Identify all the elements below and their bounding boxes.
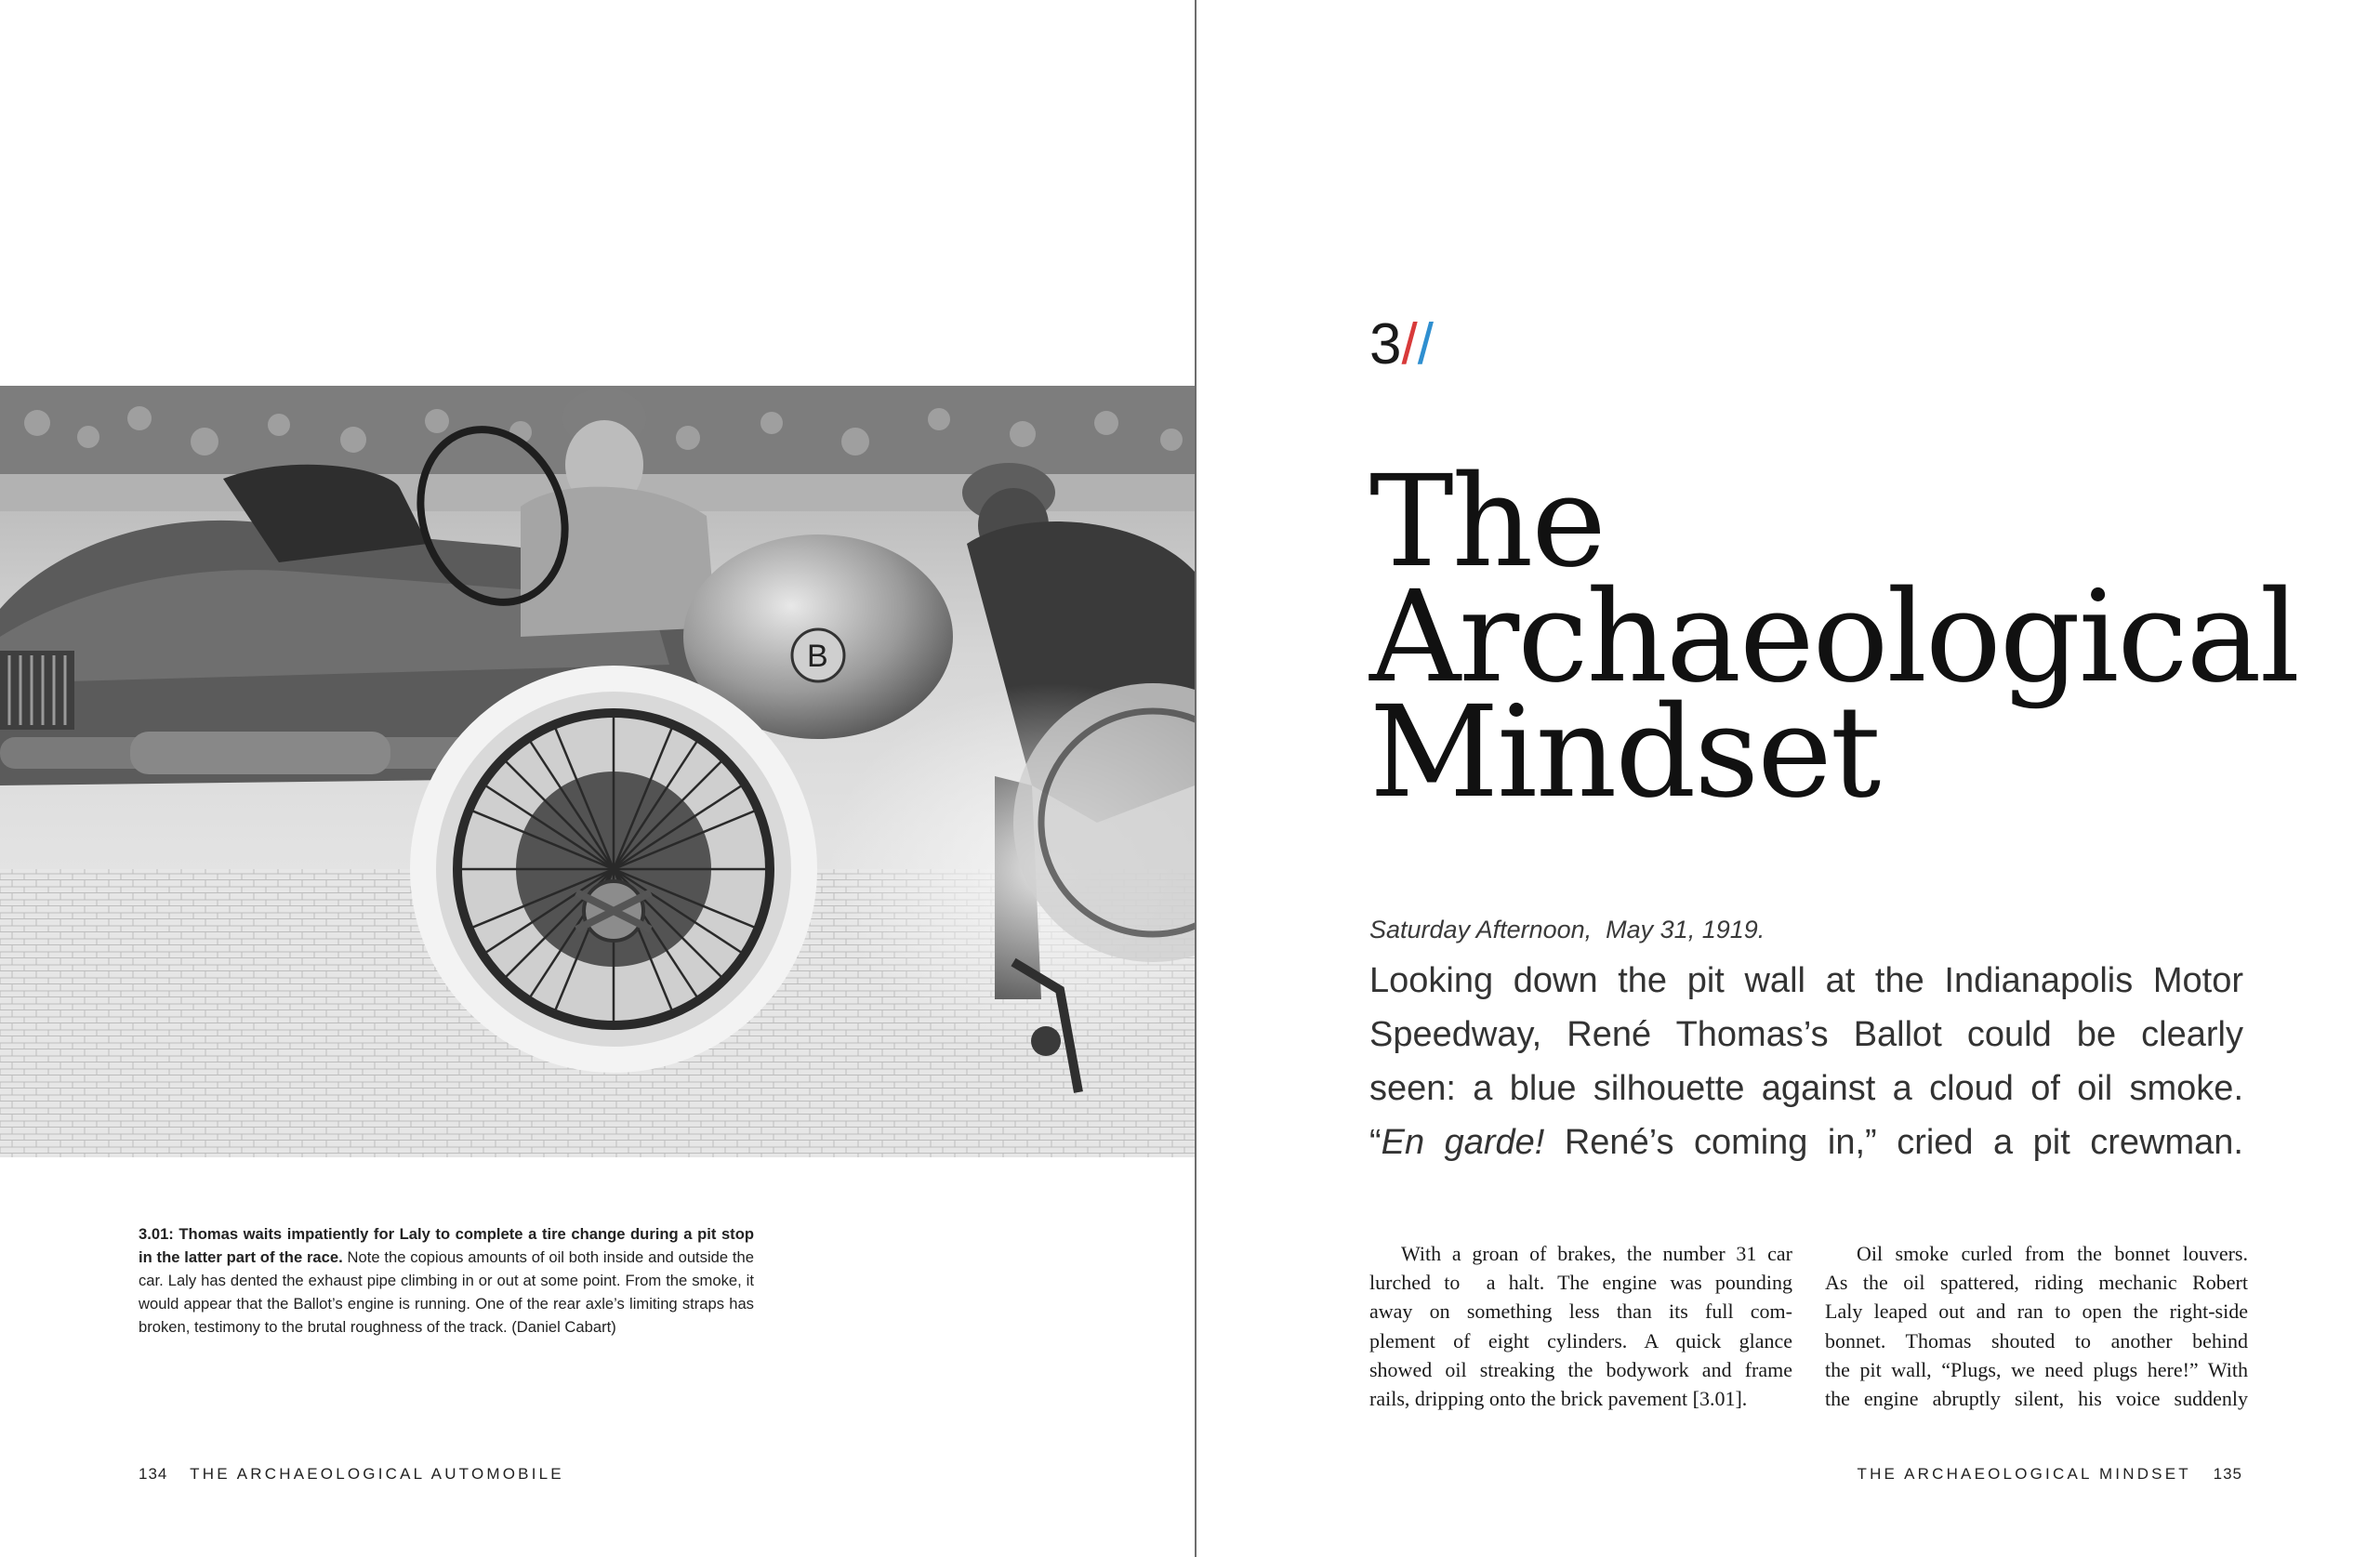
chapter-number [1369,312,1434,376]
body-col2-line-4: bonnet. Thomas shouted to another behind [1825,1328,2248,1352]
chapter-title [1369,449,2299,826]
body-column-2 [1825,1239,2248,1413]
body-col1-line-3: away on something less than its full com- [1369,1300,1792,1324]
caption-bold-line-1: Thomas waits impatiently for Laly to complete a tire change during a pit [178,1225,717,1243]
body-col1-line-1: With a groan of brakes, the number 31 car [1401,1242,1792,1265]
caption-label: 3.01: [139,1225,174,1243]
page-number-right: 135 [2213,1465,2242,1483]
race-car-photo [0,386,1195,1157]
caption-line-3: and outside the car. Laly has dented the exhaust pipe climbing in or out at some [139,1248,754,1289]
body-column-1 [1369,1239,1792,1413]
svg-text:B: B [807,639,828,674]
folio-left [139,1465,564,1484]
caption-line-6: track. (Daniel Cabart) [469,1318,616,1336]
body-col2-line-1: Oil smoke curled from the bonnet louvers. [1857,1242,2248,1265]
running-head-left: THE ARCHAEOLOGICAL AUTOMOBILE [190,1465,564,1483]
lede-italic: En garde! [1381,1123,1545,1162]
chapter-title-line-1: The [1369,449,1605,596]
caption-line-4: point. From the smoke, it would appear that the Ballot’s engine is running. One of [139,1272,754,1313]
body-col2-line-6: the engine abruptly silent, his voice suddenly [1825,1387,2248,1411]
chapter-number-digit: 3 [1369,312,1402,376]
lede-line-1: Looking down the pit wall at the Indianapolis Motor [1369,961,2243,1000]
body-col2-line-5: the pit wall, “Plugs, we need plugs here!” With [1825,1357,2248,1381]
lede-quote-open: “ [1369,1123,1382,1162]
chapter-title-line-3: Mindset [1369,680,1880,826]
page-number-left: 134 [139,1465,168,1483]
body-col2-line-3: Laly leaped out and ran to open the right-side [1825,1300,2248,1324]
lede-paragraph [1369,954,2243,1169]
lede-line-4 [1369,1115,2243,1169]
body-col1-line-5: showed oil streaking the bodywork and frame [1369,1357,1792,1381]
race-car-photo-illustration [0,386,1195,1157]
folio-right [1858,1465,2243,1484]
caption-line-5: the rear axle’s limiting straps has broken, testimony to the brutal roughness of the [139,1295,754,1336]
right-page [1197,0,2380,1557]
lede-line-2: Speedway, René Thomas’s Ballot could be clearly [1369,1015,2243,1054]
lede-rest: René’s coming in,” cried a pit crewman. [1544,1123,2243,1162]
photo-caption [139,1222,754,1339]
chapter-title-line-2: Archaeological [1369,564,2299,711]
body-col1-line-2: lurched to a halt. The engine was pounding [1369,1271,1792,1295]
running-head-right: THE ARCHAEOLOGICAL MINDSET [1857,1465,2191,1483]
body-col1-line-6: rails, dripping onto the brick pavement [3.01]. [1369,1387,1748,1411]
body-col2-line-2: As the oil spattered, riding mechanic Robert [1825,1271,2248,1295]
chapter-slash-blue: / [1417,312,1434,376]
lede-line-3: seen: a blue silhouette against a cloud of oil smoke. [1369,1069,2243,1108]
chapter-slash-red: / [1401,312,1418,376]
caption-line-2: Note the copious amounts of oil both inside [347,1248,644,1266]
caption-bold-line-2: stop in the latter part of the race. [139,1225,754,1266]
dateline: Saturday Afternoon, May 31, 1919. [1369,916,1765,943]
body-col1-line-4: plement of eight cylinders. A quick glance [1369,1328,1792,1352]
